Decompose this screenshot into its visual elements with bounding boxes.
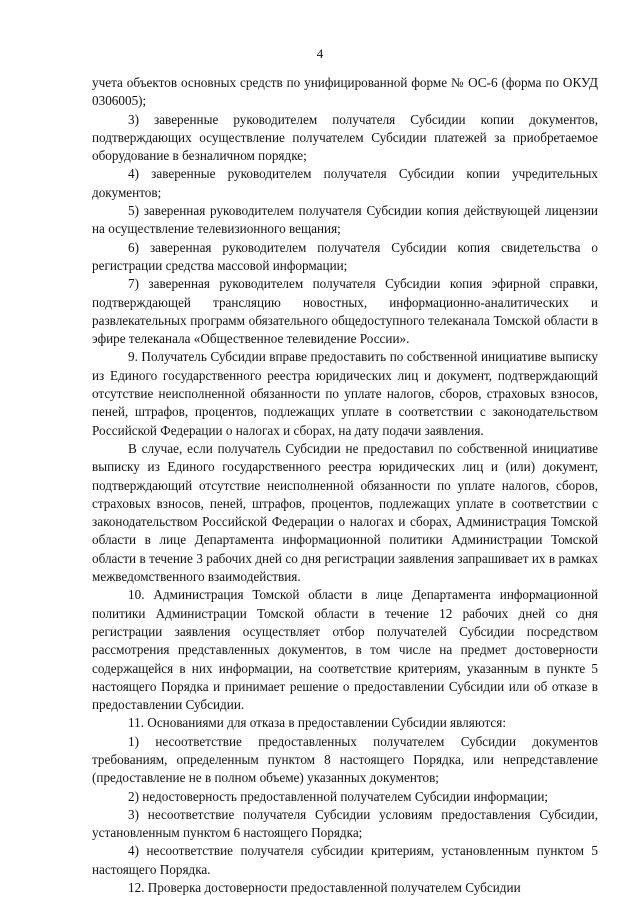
paragraph: 12. Проверка достоверности предоставленной получателем Субсидии bbox=[128, 880, 521, 896]
paragraph: 4) заверенные руководителем получателя Субсидии копии учредительных документов; bbox=[92, 166, 598, 200]
paragraph: В случае, если получатель Субсидии не предоставил по собственной инициативе выписку из Единого государственного реестра юридических лиц и (или) документ, подтверждающий отсутствие неисполненной обязанности по уплате налогов, сборов, страховых взносов, пеней, штрафов, процентов, подлежащих уплате в соответствии с законодательством Российской Федерации о налогах и сборах, Администрация Томской области в лице Департамента информационной политики Администрации Томской области в течение 3 рабочих дней со дня регистрации заявления запрашивает их в рамках межведомственного взаимодействия. bbox=[92, 440, 598, 585]
paragraph: 2) недостоверность предоставленной получателем Субсидии информации; bbox=[128, 788, 549, 804]
paragraph: 6) заверенная руководителем получателя Субсидии копия свидетельства о регистрации средства массовой информации; bbox=[92, 239, 598, 273]
paragraph: 11. Основаниями для отказа в предоставлении Субсидии являются: bbox=[128, 715, 507, 731]
paragraph: 4) несоответствие получателя субсидии критериям, установленным пунктом 5 настоящего Порядка. bbox=[92, 843, 598, 877]
paragraph: 1) несоответствие предоставленных получателем Субсидии документов требованиям, определенным пунктом 8 настоящего Порядка, или непредставление (предоставление не в полном объеме) указанных документов; bbox=[92, 733, 598, 786]
paragraph: 10. Администрация Томской области в лице Департамента информационной политики Администрации Томской области в течение 12 рабочих дней со дня регистрации заявления осуществляет отбор получателей Субсидии посредством рассмотрения представленных документов, в том числе на предмет достоверности содержащейся в них информации, на соответствие критериям, указанным в пункте 5 настоящего Порядка и принимает решение о предоставлении Субсидии или об отказе в предоставлении Субсидии. bbox=[92, 587, 598, 713]
page-number: 4 bbox=[316, 46, 324, 61]
paragraph: 3) несоответствие получателя Субсидии условиям предоставления Субсидии, установленным пунктом 6 настоящего Порядка; bbox=[92, 806, 598, 841]
paragraph: 3) заверенные руководителем получателя Субсидии копии документов, подтверждающих осуществление получателем Субсидии платежей за приобретаемое оборудование в безналичном порядке; bbox=[92, 111, 598, 164]
paragraph: 7) заверенная руководителем получателя Субсидии копия эфирной справки, подтверждающей трансляцию новостных, информационно-аналитических и развлекательных программ обязательного общедоступного телеканала Томской области в эфире телеканала «Общественное телевидение России». bbox=[92, 276, 598, 347]
paragraph: 5) заверенная руководителем получателя Субсидии копия действующей лицензии на осуществление телевизионного вещания; bbox=[92, 203, 598, 237]
paragraph: учета объектов основных средств по унифицированной форме № ОС-6 (форма по ОКУД 0306005); bbox=[92, 75, 598, 109]
document-body bbox=[92, 74, 598, 897]
paragraph: 9. Получатель Субсидии вправе предоставить по собственной инициативе выписку из Единого государственного реестра юридических лиц и документ, подтверждающий отсутствие неисполненной обязанности по уплате налогов, сборов, страховых взносов, пеней, штрафов, процентов, подлежащих уплате в соответствии с законодательством Российской Федерации о налогах и сборах, на дату подачи заявления. bbox=[92, 349, 598, 438]
